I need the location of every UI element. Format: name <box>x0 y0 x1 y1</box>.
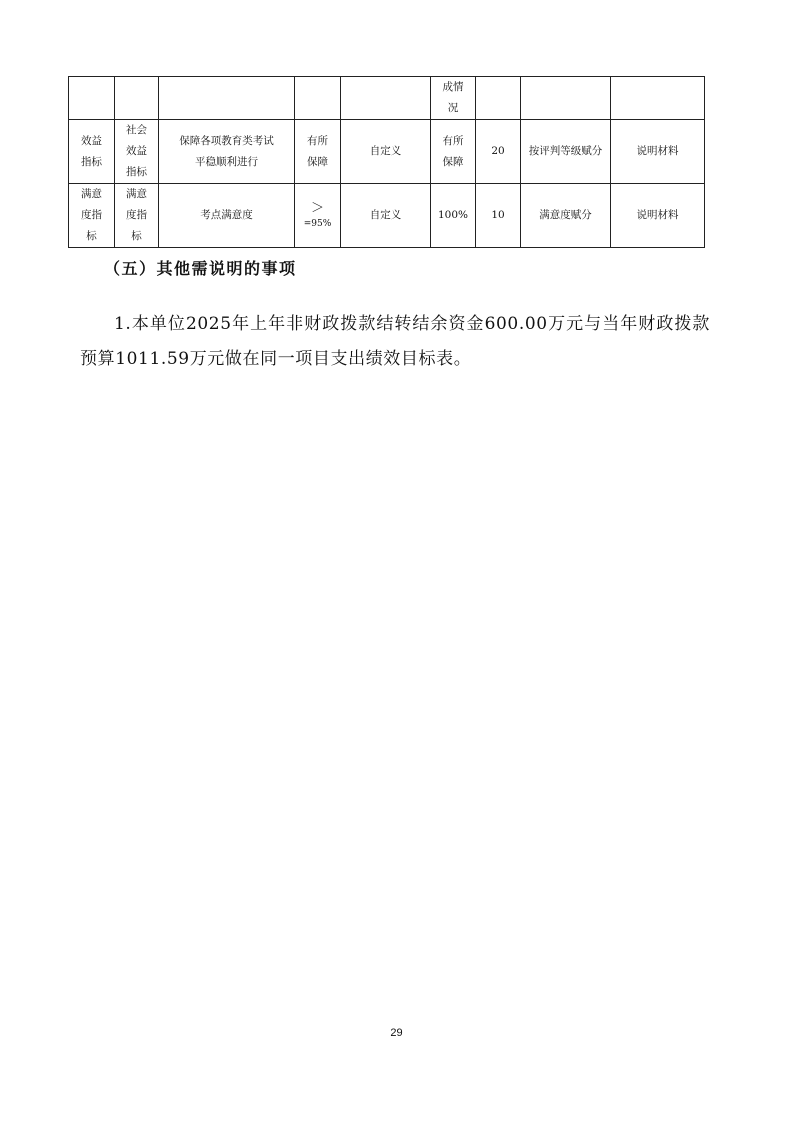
indicator-value-cell <box>295 184 341 248</box>
scoring-method-cell: 自定义 <box>341 120 431 184</box>
page-number: 29 <box>390 1027 403 1039</box>
indicator-cell: 考点满意度 <box>159 184 295 248</box>
evidence-cell: 说明材料 <box>611 120 705 184</box>
indicator-text: 保障各项教育类考试平稳顺利进行 <box>179 134 274 168</box>
score-cell: 10 <box>476 184 521 248</box>
level2-cell <box>115 120 159 184</box>
deduction-cell: 按评判等级赋分 <box>521 120 611 184</box>
scoring-method-cell <box>341 77 431 120</box>
section-heading: （五）其他需说明的事项 <box>104 259 297 278</box>
deduction-cell <box>521 77 611 120</box>
score-cell <box>476 77 521 120</box>
completion-cell: 100% <box>431 184 476 248</box>
greater-than-symbol: ＞ <box>310 200 324 216</box>
body-paragraph: 1.本单位2025年上年非财政拨款结转结余资金600.00万元与当年财政拨款预算1011.59万元做在同一项目支出绩效目标表。 <box>80 314 710 369</box>
evidence-cell: 说明材料 <box>611 184 705 248</box>
completion-cell <box>431 120 476 184</box>
level2-text: 社会效益指标 <box>126 124 147 178</box>
level1-cell <box>69 184 115 248</box>
level1-cell <box>69 120 115 184</box>
level1-cell <box>69 77 115 120</box>
completion-cell <box>431 77 476 120</box>
completion-text: 成情况 <box>442 81 464 114</box>
indicator-cell <box>159 120 295 184</box>
evidence-cell <box>611 77 705 120</box>
indicator-value-cell <box>295 77 341 120</box>
level2-cell <box>115 184 159 248</box>
level1-text: 满意度指标 <box>81 188 102 242</box>
table-row <box>69 77 705 120</box>
indicator-value-text: 有所保障 <box>307 134 328 168</box>
completion-text: 有所保障 <box>442 134 464 168</box>
level2-cell <box>115 77 159 120</box>
scoring-method-cell: 自定义 <box>341 184 431 248</box>
level2-text: 满意度指标 <box>126 188 147 242</box>
indicator-value-text: =95% <box>303 218 332 229</box>
score-cell: 20 <box>476 120 521 184</box>
level1-text: 效益指标 <box>81 134 102 168</box>
table-row <box>69 184 705 248</box>
table-row <box>69 120 705 184</box>
performance-target-table <box>68 76 705 248</box>
indicator-cell <box>159 77 295 120</box>
deduction-cell: 满意度赋分 <box>521 184 611 248</box>
indicator-value-cell <box>295 120 341 184</box>
